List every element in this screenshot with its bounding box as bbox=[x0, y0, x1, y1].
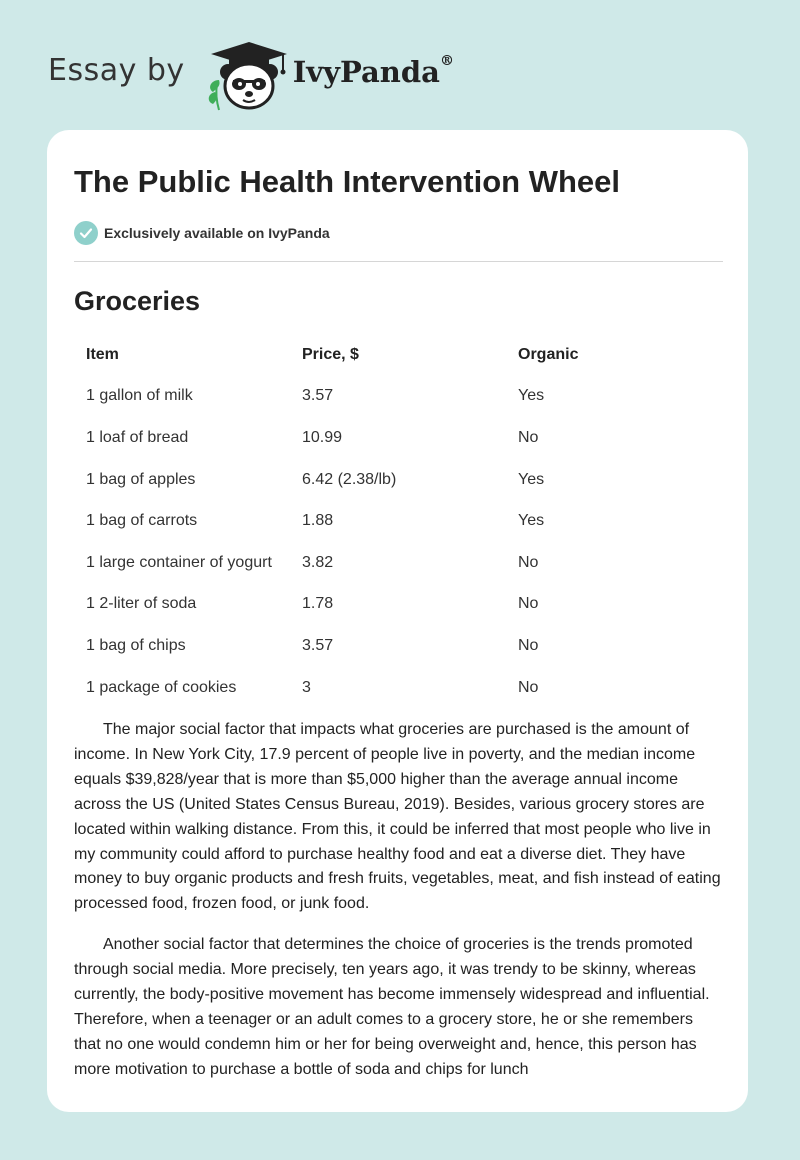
check-circle-icon bbox=[74, 221, 98, 245]
table-row bbox=[74, 417, 708, 459]
price-cell: 1.78 bbox=[302, 595, 334, 613]
groceries-table bbox=[74, 334, 708, 708]
item-cell: 1 large container of yogurt bbox=[86, 553, 272, 571]
table-row bbox=[74, 625, 708, 667]
page-title: The Public Health Intervention Wheel bbox=[74, 164, 621, 199]
column-header-organic: Organic bbox=[518, 345, 579, 363]
body-paragraph: Another social factor that determines the choice of groceries is the trends promoted through social media. More precisely, ten years ago, it was trendy to be skinny, whereas currently, the body-positive movement has become immensely widespread and influential. Therefore, when a teenager or an adult comes to a grocery store, he or she remembers that no one would condemn him or her for being overweight and, hence, this person has more motivation to purchase a bottle of soda and chips for lunch bbox=[74, 936, 710, 1078]
brand-name: IvyPanda® bbox=[292, 53, 454, 89]
item-cell: 1 2-liter of soda bbox=[86, 595, 197, 613]
price-cell: 1.88 bbox=[302, 512, 334, 530]
table-row bbox=[74, 459, 708, 501]
site-header bbox=[48, 36, 454, 112]
item-cell: 1 loaf of bread bbox=[86, 428, 189, 446]
divider bbox=[74, 261, 723, 262]
organic-cell: No bbox=[518, 428, 539, 446]
essay-card bbox=[47, 130, 748, 1112]
price-cell: 3.82 bbox=[302, 553, 334, 571]
column-header-price: Price, $ bbox=[302, 345, 359, 363]
table-row bbox=[74, 500, 708, 542]
table-row bbox=[74, 542, 708, 584]
organic-cell: Yes bbox=[518, 387, 545, 405]
price-cell: 6.42 (2.38/lb) bbox=[302, 470, 397, 488]
column-header-item: Item bbox=[86, 345, 119, 363]
organic-cell: No bbox=[518, 553, 539, 571]
item-cell: 1 bag of chips bbox=[86, 636, 186, 654]
organic-cell: No bbox=[518, 636, 539, 654]
price-cell: 3 bbox=[302, 678, 311, 696]
registered-mark: ® bbox=[439, 53, 454, 70]
item-cell: 1 package of cookies bbox=[86, 678, 237, 696]
panda-graduate-icon bbox=[199, 36, 289, 112]
price-cell: 3.57 bbox=[302, 387, 334, 405]
price-cell: 3.57 bbox=[302, 636, 334, 654]
organic-cell: Yes bbox=[518, 512, 545, 530]
exclusive-label: Exclusively available on IvyPanda bbox=[104, 225, 330, 241]
item-cell: 1 gallon of milk bbox=[86, 387, 193, 405]
item-cell: 1 bag of carrots bbox=[86, 512, 198, 530]
exclusive-badge bbox=[74, 221, 330, 245]
section-title: Groceries bbox=[74, 286, 201, 316]
organic-cell: Yes bbox=[518, 470, 545, 488]
table-row bbox=[74, 667, 708, 709]
item-cell: 1 bag of apples bbox=[86, 470, 196, 488]
table-header-row bbox=[74, 334, 708, 376]
body-paragraph: The major social factor that impacts what groceries are purchased is the amount of income. In New York City, 17.9 percent of people live in poverty, and the median income equals $39,828/year that is more than $5,000 higher than the average annual income across the US (United States Census Bureau, 2019). Besides, various grocery stores are located within walking distance. From this, it could be inferred that most people who live in my community could afford to purchase healthy food and eat a diverse diet. They have money to buy organic products and fresh fruits, vegetables, meat, and fish instead of eating processed food, frozen food, or junk food. bbox=[74, 721, 721, 913]
table-row bbox=[74, 376, 708, 418]
essay-by-label: Essay by bbox=[48, 52, 185, 88]
table-row bbox=[74, 584, 708, 626]
price-cell: 10.99 bbox=[302, 428, 343, 446]
organic-cell: No bbox=[518, 595, 539, 613]
organic-cell: No bbox=[518, 678, 539, 696]
